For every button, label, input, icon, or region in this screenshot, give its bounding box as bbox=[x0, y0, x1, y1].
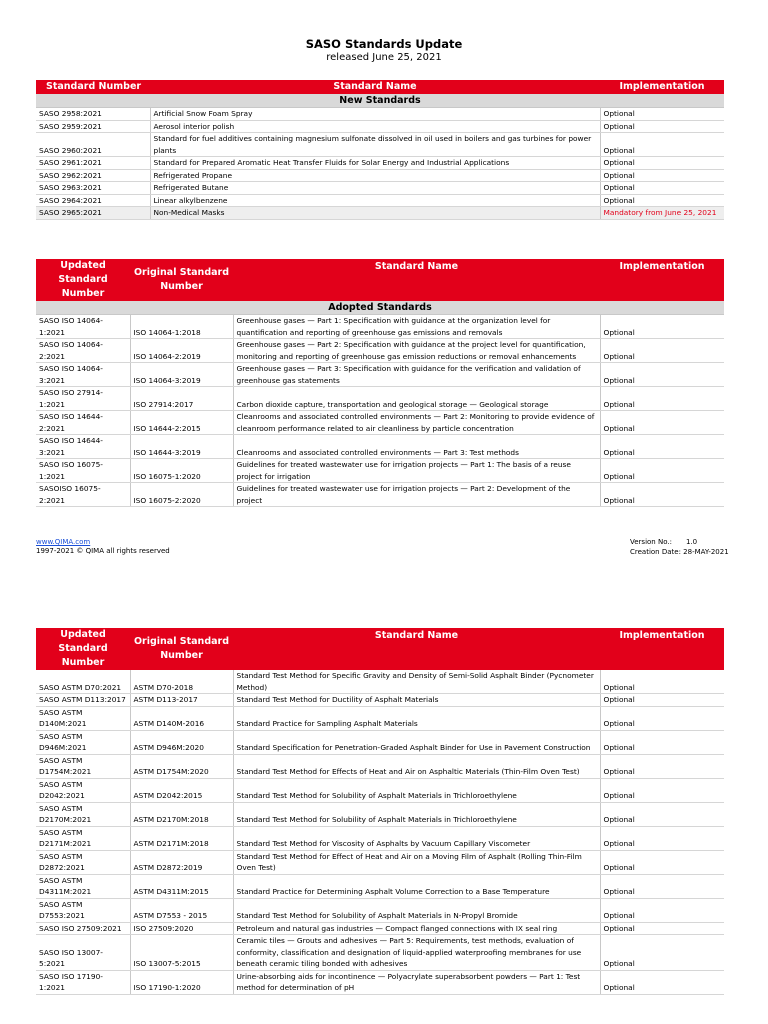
table-cell: SASO ISO 27509:2021 bbox=[36, 922, 130, 935]
table-cell: Carbon dioxide capture, transportation and geological storage — Geological storage bbox=[233, 387, 600, 411]
table-cell: SASO ASTM D140M:2021 bbox=[36, 706, 130, 730]
table-cell: ASTM D2042:2015 bbox=[130, 778, 233, 802]
table-cell: Optional bbox=[600, 194, 724, 207]
table-cell: SASO ISO 14644-3:2021 bbox=[36, 435, 130, 459]
table-cell: Standard Test Method for Solubility of Asphalt Materials in Trichloroethylene bbox=[233, 802, 600, 826]
table-cell: Optional bbox=[600, 483, 724, 507]
table-cell: Standard Test Method for Viscosity of Asphalts by Vacuum Capillary Viscometer bbox=[233, 826, 600, 850]
table-cell: SASO 2964:2021 bbox=[36, 194, 150, 207]
table-row bbox=[36, 970, 724, 994]
table-cell: Optional bbox=[600, 108, 724, 121]
table-row bbox=[36, 120, 724, 133]
table-cell: Mandatory from June 25, 2021 bbox=[600, 207, 724, 220]
section-row bbox=[36, 94, 724, 108]
table-row bbox=[36, 874, 724, 898]
table-row bbox=[36, 483, 724, 507]
table-cell: Optional bbox=[600, 898, 724, 922]
table-cell: Greenhouse gases — Part 3: Specification with guidance for the verification and validation of greenhouse gas statements bbox=[233, 363, 600, 387]
header-original-standard-number: Original Standard Number bbox=[130, 628, 233, 670]
table-cell: SASO ISO 14064-1:2021 bbox=[36, 315, 130, 339]
table-cell: SASO ASTM D2171M:2021 bbox=[36, 826, 130, 850]
header-implementation: Implementation bbox=[600, 259, 724, 301]
table-cell: Optional bbox=[600, 169, 724, 182]
table-cell: ASTM D7553 - 2015 bbox=[130, 898, 233, 922]
table-cell: SASO ISO 14064-3:2021 bbox=[36, 363, 130, 387]
table-cell: Standard Test Method for Ductility of Asphalt Materials bbox=[233, 694, 600, 707]
table-row bbox=[36, 411, 724, 435]
table-row bbox=[36, 935, 724, 971]
table-cell: Optional bbox=[600, 459, 724, 483]
qima-link[interactable]: www.QIMA.com bbox=[36, 538, 91, 546]
new-standards-table bbox=[36, 80, 724, 220]
table-cell: Non-Medical Masks bbox=[150, 207, 600, 220]
table-cell: Optional bbox=[600, 874, 724, 898]
table-cell: SASO ASTM D4311M:2021 bbox=[36, 874, 130, 898]
table-cell: Standard Test Method for Solubility of Asphalt Materials in N-Propyl Bromide bbox=[233, 898, 600, 922]
table-cell: ISO 14064-3:2019 bbox=[130, 363, 233, 387]
table-row bbox=[36, 898, 724, 922]
table-cell: ISO 14644-2:2015 bbox=[130, 411, 233, 435]
table-cell: SASO 2962:2021 bbox=[36, 169, 150, 182]
table-row bbox=[36, 730, 724, 754]
table-row bbox=[36, 850, 724, 874]
version-label: Version No.: bbox=[630, 538, 672, 546]
adopted-standards-table bbox=[36, 259, 724, 507]
version-info bbox=[630, 538, 729, 557]
table-row bbox=[36, 182, 724, 195]
table-cell: ISO 16075-2:2020 bbox=[130, 483, 233, 507]
table-cell: ASTM D70-2018 bbox=[130, 670, 233, 694]
table-cell: Optional bbox=[600, 706, 724, 730]
table-cell: SASOISO 16075-2:2021 bbox=[36, 483, 130, 507]
table-cell: SASO ASTM D2042:2021 bbox=[36, 778, 130, 802]
table-cell: Optional bbox=[600, 730, 724, 754]
table-cell: Optional bbox=[600, 970, 724, 994]
table-cell: Greenhouse gases — Part 2: Specification with guidance at the project level for quantification, monitoring and reporting of greenhouse gas emission reductions or removal enhancements bbox=[233, 339, 600, 363]
table-row bbox=[36, 157, 724, 170]
table-cell: SASO ISO 17190-1:2021 bbox=[36, 970, 130, 994]
table-cell: ISO 14064-1:2018 bbox=[130, 315, 233, 339]
table-cell: Optional bbox=[600, 120, 724, 133]
table-cell: Ceramic tiles — Grouts and adhesives — Part 5: Requirements, test methods, evaluation of conformity, classification and designation of liquid-applied waterproofing membranes for use beneath ceramic tiling bonded with adhesives bbox=[233, 935, 600, 971]
table-cell: Optional bbox=[600, 935, 724, 971]
table-cell: Urine-absorbing aids for incontinence — Polyacrylate superabsorbent powders — Part 1: Test method for determination of pH bbox=[233, 970, 600, 994]
table-row bbox=[36, 169, 724, 182]
table-cell: SASO 2960:2021 bbox=[36, 133, 150, 157]
table-cell: Optional bbox=[600, 133, 724, 157]
table-row bbox=[36, 778, 724, 802]
table-header-row bbox=[36, 259, 724, 301]
table-cell: Standard Test Method for Effect of Heat and Air on a Moving Film of Asphalt (Rolling Thin-Film Oven Test) bbox=[233, 850, 600, 874]
table-row bbox=[36, 694, 724, 707]
table-cell: Standard Test Method for Solubility of Asphalt Materials in Trichloroethylene bbox=[233, 778, 600, 802]
version-value: 1.0 bbox=[685, 538, 698, 546]
table-cell: Refrigerated Propane bbox=[150, 169, 600, 182]
table-cell: ASTM D2872:2019 bbox=[130, 850, 233, 874]
header-updated-standard-number: Updated Standard Number bbox=[36, 628, 130, 670]
header-original-standard-number: Original Standard Number bbox=[130, 259, 233, 301]
table-row bbox=[36, 922, 724, 935]
table-cell: Optional bbox=[600, 850, 724, 874]
table-cell: SASO 2958:2021 bbox=[36, 108, 150, 121]
table-cell: ISO 17190-1:2020 bbox=[130, 970, 233, 994]
table-cell: Cleanrooms and associated controlled environments — Part 2: Monitoring to provide evidence of cleanroom performance related to air cleanliness by particle concentration bbox=[233, 411, 600, 435]
table-row bbox=[36, 670, 724, 694]
table-cell: Petroleum and natural gas industries — Compact flanged connections with IX seal ring bbox=[233, 922, 600, 935]
table-cell: Greenhouse gases — Part 1: Specification with guidance at the organization level for quantification and reporting of greenhouse gas emissions and removals bbox=[233, 315, 600, 339]
section-row bbox=[36, 301, 724, 315]
table-cell: SASO 2961:2021 bbox=[36, 157, 150, 170]
creation-date: Creation Date: 28-MAY-2021 bbox=[630, 547, 729, 556]
table-cell: SASO 2959:2021 bbox=[36, 120, 150, 133]
section-title: Adopted Standards bbox=[36, 301, 724, 315]
table-cell: Optional bbox=[600, 339, 724, 363]
table-cell: Optional bbox=[600, 826, 724, 850]
table-cell: ASTM D946M:2020 bbox=[130, 730, 233, 754]
table-row bbox=[36, 363, 724, 387]
table-cell: Artificial Snow Foam Spray bbox=[150, 108, 600, 121]
header-updated-standard-number: Updated Standard Number bbox=[36, 259, 130, 301]
table-row bbox=[36, 802, 724, 826]
table-row bbox=[36, 133, 724, 157]
table-header-row bbox=[36, 80, 724, 94]
table-cell: ASTM D2171M:2018 bbox=[130, 826, 233, 850]
table-cell: SASO 2963:2021 bbox=[36, 182, 150, 195]
table-cell: Optional bbox=[600, 670, 724, 694]
table-row bbox=[36, 826, 724, 850]
table-cell: SASO ASTM D946M:2021 bbox=[36, 730, 130, 754]
table-cell: Optional bbox=[600, 754, 724, 778]
table-cell: ASTM D113-2017 bbox=[130, 694, 233, 707]
table-cell: Optional bbox=[600, 694, 724, 707]
table-cell: ISO 14644-3:2019 bbox=[130, 435, 233, 459]
table-row bbox=[36, 459, 724, 483]
document-subtitle: released June 25, 2021 bbox=[326, 52, 442, 63]
table-row bbox=[36, 207, 724, 220]
table-cell: Linear alkylbenzene bbox=[150, 194, 600, 207]
document-title: SASO Standards Update bbox=[305, 37, 463, 51]
header-standard-number: Standard Number bbox=[36, 80, 150, 94]
table-row bbox=[36, 315, 724, 339]
table-cell: Cleanrooms and associated controlled environments — Part 3: Test methods bbox=[233, 435, 600, 459]
table-cell: ASTM D1754M:2020 bbox=[130, 754, 233, 778]
table-cell: SASO ASTM D2170M:2021 bbox=[36, 802, 130, 826]
table-cell: Standard Test Method for Effects of Heat and Air on Asphaltic Materials (Thin-Film Oven Test) bbox=[233, 754, 600, 778]
table-cell: SASO ISO 16075-1:2021 bbox=[36, 459, 130, 483]
table-cell: Optional bbox=[600, 802, 724, 826]
table-cell: SASO ASTM D113:2017 bbox=[36, 694, 130, 707]
table-cell: Optional bbox=[600, 411, 724, 435]
table-row bbox=[36, 706, 724, 730]
table-cell: SASO 2965:2021 bbox=[36, 207, 150, 220]
header-standard-name: Standard Name bbox=[233, 628, 600, 670]
table-cell: Standard for fuel additives containing magnesium sulfonate dissolved in oil used in boilers and gas turbines for power plants bbox=[150, 133, 600, 157]
table-cell: Standard Practice for Sampling Asphalt Materials bbox=[233, 706, 600, 730]
table-cell: ISO 16075-1:2020 bbox=[130, 459, 233, 483]
table-cell: Standard Practice for Determining Asphalt Volume Correction to a Base Temperature bbox=[233, 874, 600, 898]
astm-standards-table bbox=[36, 628, 724, 995]
table-cell: Optional bbox=[600, 922, 724, 935]
table-cell: ASTM D140M-2016 bbox=[130, 706, 233, 730]
table-cell: SASO ISO 14644-2:2021 bbox=[36, 411, 130, 435]
table-cell: Standard Specification for Penetration-Graded Asphalt Binder for Use in Pavement Construction bbox=[233, 730, 600, 754]
table-row bbox=[36, 339, 724, 363]
table-cell: Optional bbox=[600, 778, 724, 802]
table-row bbox=[36, 754, 724, 778]
table-cell: SASO ISO 13007-5:2021 bbox=[36, 935, 130, 971]
table-cell: Optional bbox=[600, 435, 724, 459]
table-cell: ASTM D2170M:2018 bbox=[130, 802, 233, 826]
table-cell: SASO ISO 27914-1:2021 bbox=[36, 387, 130, 411]
table-cell: Optional bbox=[600, 387, 724, 411]
table-header-row bbox=[36, 628, 724, 670]
table-row bbox=[36, 435, 724, 459]
table-cell: ISO 27509:2020 bbox=[130, 922, 233, 935]
table-cell: SASO ASTM D1754M:2021 bbox=[36, 754, 130, 778]
header-standard-name: Standard Name bbox=[150, 80, 600, 94]
header-implementation: Implementation bbox=[600, 628, 724, 670]
table-cell: ISO 13007-5:2015 bbox=[130, 935, 233, 971]
table-row bbox=[36, 108, 724, 121]
table-cell: ISO 14064-2:2019 bbox=[130, 339, 233, 363]
table-cell: SASO ASTM D70:2021 bbox=[36, 670, 130, 694]
header-implementation: Implementation bbox=[600, 80, 724, 94]
table-cell: Standard for Prepared Aromatic Heat Transfer Fluids for Solar Energy and Industrial Applications bbox=[150, 157, 600, 170]
section-title: New Standards bbox=[36, 94, 724, 108]
table-cell: SASO ISO 14064-2:2021 bbox=[36, 339, 130, 363]
table-cell: Optional bbox=[600, 363, 724, 387]
header-standard-name: Standard Name bbox=[233, 259, 600, 301]
table-cell: Aerosol interior polish bbox=[150, 120, 600, 133]
table-row bbox=[36, 194, 724, 207]
table-cell: Optional bbox=[600, 182, 724, 195]
table-row bbox=[36, 387, 724, 411]
copyright-text: 1997-2021 © QIMA all rights reserved bbox=[36, 547, 170, 555]
table-cell: ISO 27914:2017 bbox=[130, 387, 233, 411]
table-cell: Refrigerated Butane bbox=[150, 182, 600, 195]
table-cell: Guidelines for treated wastewater use for irrigation projects — Part 2: Development of the project bbox=[233, 483, 600, 507]
table-cell: ASTM D4311M:2015 bbox=[130, 874, 233, 898]
table-cell: SASO ASTM D7553:2021 bbox=[36, 898, 130, 922]
table-cell: Optional bbox=[600, 315, 724, 339]
table-cell: SASO ASTM D2872:2021 bbox=[36, 850, 130, 874]
table-cell: Optional bbox=[600, 157, 724, 170]
table-cell: Guidelines for treated wastewater use for irrigation projects — Part 1: The basis of a reuse project for irrigation bbox=[233, 459, 600, 483]
table-cell: Standard Test Method for Specific Gravity and Density of Semi-Solid Asphalt Binder (Pycnometer Method) bbox=[233, 670, 600, 694]
